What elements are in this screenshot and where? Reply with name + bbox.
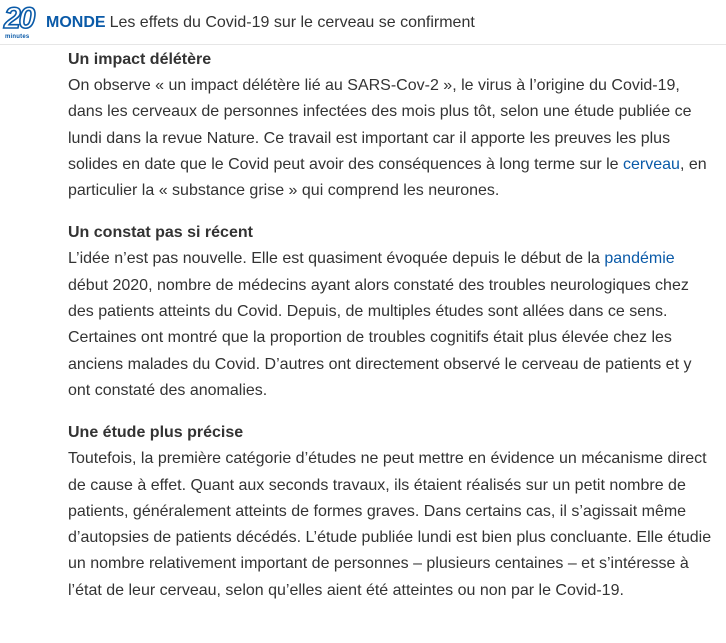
- paragraph-text: début 2020, nombre de médecins ayant alors constaté des troubles neurologiques chez des patients atteints du Covid. Depuis, de multiples études sont allées dans ce sens. Certaines ont montré que la proportion de troubles cognitifs était plus élevée chez les anciens malades du Covid. D’autres ont directement observé le cerveau de patients et y ont constaté des anomalies.: [68, 276, 692, 399]
- section-heading-impact: Un impact délétère: [68, 51, 212, 68]
- link-cerveau[interactable]: cerveau: [623, 155, 680, 173]
- logo-number: 20: [4, 2, 34, 35]
- link-pandemie[interactable]: pandémie: [604, 250, 675, 268]
- section-heading-constat: Un constat pas si récent: [68, 224, 253, 242]
- paragraph-text: On observe « un impact délétère lié au SARS-Cov-2 », le virus à l’origine du Covid-19, dans les cerveaux de personnes infectées des mois plus tôt, selon une étude publiée ce lundi dans la revue Nature. Ce travail est important car il apporte les preuves les plus solides en date que le Covid peut avoir des conséquences à long terme sur le: [68, 77, 692, 173]
- paragraph-etude: Toutefois, la première catégorie d’études ne peut mettre en évidence un mécanisme direct de cause à effet. Quant aux seconds travaux, ils étaient réalisés sur un petit nombre de patients, généralement atteints de formes graves. Dans certains cas, il s’agissait même d’autopsies de patients décédés. L’étude publiée lundi est bien plus concluante. Elle étudie un nombre relativement important de personnes – plusieurs centaines – et s’intéresse à l’état de leur cerveau, selon qu’elles aient été atteintes ou non par le Covid-19.: [68, 450, 712, 599]
- 20-minutes-logo[interactable]: [4, 2, 38, 40]
- article-title: Les effets du Covid-19 sur le cerveau se confirment: [109, 14, 475, 31]
- paragraph-text: L’idée n’est pas nouvelle. Elle est quasiment évoquée depuis le début de la: [68, 250, 605, 268]
- section-rubric-link[interactable]: MONDE: [46, 14, 106, 31]
- article-body: [68, 47, 718, 620]
- paragraph-text: , en particulier la « substance grise » qui comprend les neurones.: [68, 155, 707, 200]
- logo-subtitle: minutes: [5, 34, 30, 40]
- paragraph-constat: [68, 246, 718, 404]
- section-heading-etude: Une étude plus précise: [68, 424, 244, 442]
- paragraph-impact: [68, 73, 718, 204]
- page-title: [46, 13, 475, 33]
- site-header: [0, 0, 726, 45]
